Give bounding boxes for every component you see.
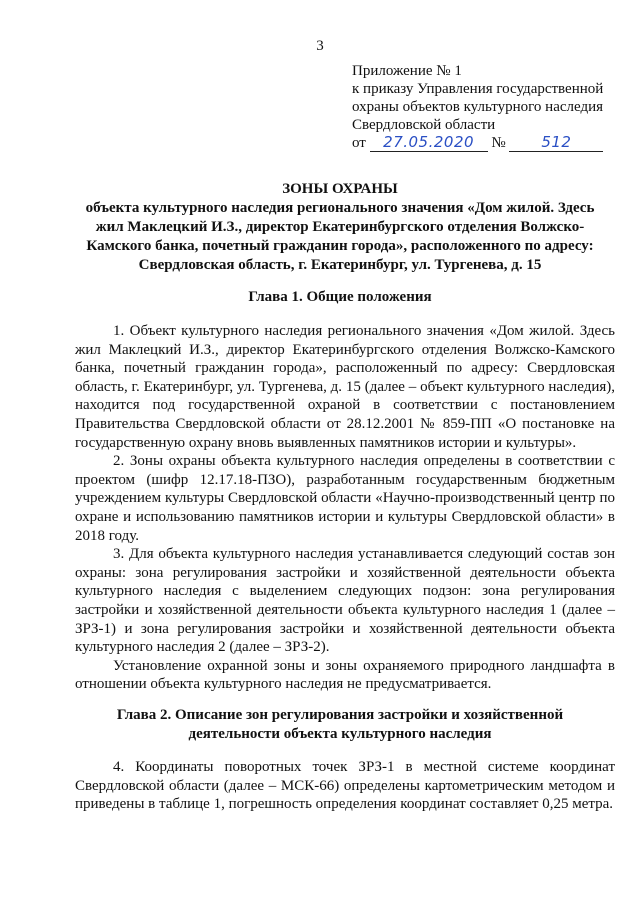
paragraph: Установление охранной зоны и зоны охраняемого природного ландшафта в отношении объекта культурного наследия не предусматривается. xyxy=(75,657,615,693)
annex-line: охраны объектов культурного наследия xyxy=(352,99,604,115)
annex-block xyxy=(352,62,603,154)
chapter2-title xyxy=(60,706,620,744)
number-label: № xyxy=(491,135,506,151)
handwritten-number: 512 xyxy=(541,133,572,151)
from-label: от xyxy=(352,135,366,151)
page-number: 3 xyxy=(316,38,324,54)
paragraph: 2. Зоны охраны объекта культурного наследия определены в соответствии с проектом (шифр 12.17.18-ПЗО), разработанным государственным бюджетным учреждением культуры Свердловской области «Научно-производственный центр по охране и использованию памятников истории и культуры Свердловской области» в 2018 году. xyxy=(75,453,615,544)
chapter1-body xyxy=(75,322,615,694)
document-title xyxy=(60,180,620,275)
paragraph: 1. Объект культурного наследия регионального значения «Дом жилой. Здесь жил Маклецкий И.З., директор Екатеринбургского отделения Волжско-Камского банка, почетный гражданин города», расположенный по адресу: Свердловская область, г. Екатеринбург, ул. Тургенева, д. 15 (далее – объект культурного наследия), находится под государственной охраной в соответствии с постановлением Правительства Свердловской области от 28.12.2001 № 859-ПП «О постановке на государственную охрану вновь выявленных памятников истории и культуры». xyxy=(75,323,615,451)
annex-line: Свердловской области xyxy=(352,117,496,133)
paragraph: 3. Для объекта культурного наследия устанавливается следующий состав зон охраны: зона регулирования застройки и хозяйственной деятельности объекта культурного наследия с выделением следующих подзон: зона регулирования застройки и хозяйственной деятельности объекта культурного наследия 1 (далее – ЗРЗ-1) и зона регулирования застройки и хозяйственной деятельности объекта культурного наследия 2 (далее – ЗРЗ-2). xyxy=(75,546,615,656)
paragraph: 4. Координаты поворотных точек ЗРЗ-1 в местной системе координат Свердловской области (далее – МСК-66) определены картометрическим методом и приведены в таблице 1, погрешность определения координат составляет 0,25 метра. xyxy=(75,759,615,813)
date-field xyxy=(370,135,488,152)
handwritten-date: 27.05.2020 xyxy=(383,133,475,151)
title-heading: ЗОНЫ ОХРАНЫ xyxy=(282,181,398,197)
chapter2-title-line: деятельности объекта культурного наследия xyxy=(188,726,492,742)
annex-line: Приложение № 1 xyxy=(352,63,462,79)
annex-line: к приказу Управления государственной xyxy=(352,81,604,97)
number-field xyxy=(509,135,603,152)
title-line: жил Маклецкий И.З., директор Екатеринбургского отделения Волжско- xyxy=(95,219,585,235)
chapter2-body xyxy=(75,758,615,814)
chapter1-title: Глава 1. Общие положения xyxy=(248,289,432,305)
title-line: Камского банка, почетный гражданин города», расположенного по адресу: xyxy=(86,238,594,254)
title-line: объекта культурного наследия регионального значения «Дом жилой. Здесь xyxy=(85,200,595,216)
date-number-row xyxy=(352,134,603,154)
chapter2-title-line: Глава 2. Описание зон регулирования застройки и хозяйственной xyxy=(116,707,564,723)
title-line: Свердловская область, г. Екатеринбург, ул. Тургенева, д. 15 xyxy=(138,257,542,273)
